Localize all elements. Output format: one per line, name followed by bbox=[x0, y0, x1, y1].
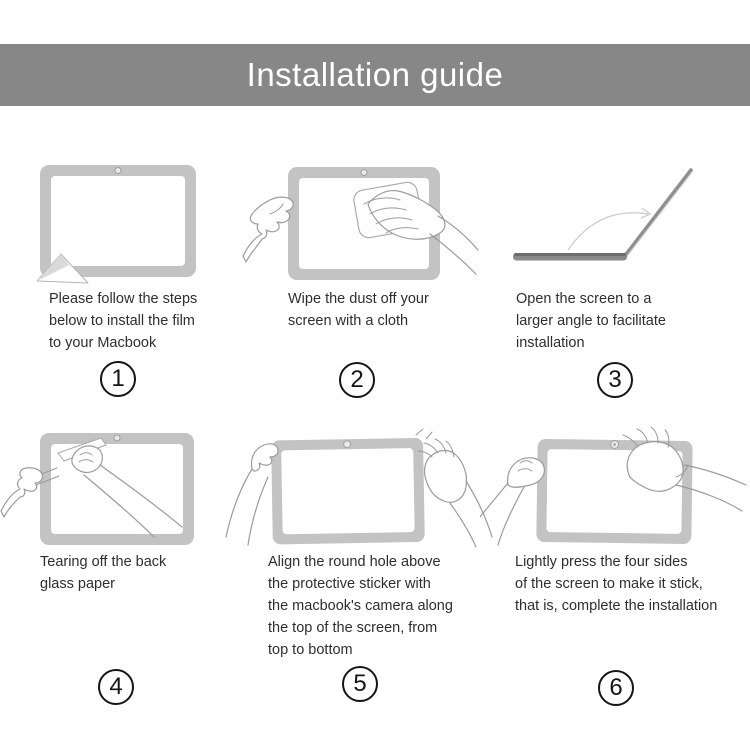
caption-line: Lightly press the four sides bbox=[515, 554, 688, 570]
step-5-caption bbox=[268, 551, 453, 661]
caption-line: Tearing off the back bbox=[40, 554, 167, 570]
header-banner bbox=[0, 44, 750, 106]
caption-line: the protective sticker with bbox=[268, 576, 431, 592]
laptop-screen bbox=[624, 170, 693, 257]
camera-icon bbox=[361, 170, 367, 176]
step-1-illustration bbox=[20, 158, 235, 293]
step-3-number-badge: 3 bbox=[597, 362, 633, 398]
caption-line: installation bbox=[516, 335, 585, 351]
caption-line: below to install the film bbox=[49, 313, 195, 329]
laptop-base bbox=[513, 253, 627, 261]
camera-icon bbox=[344, 441, 351, 448]
step-2-illustration bbox=[240, 158, 495, 293]
caption-line: the top of the screen, from bbox=[268, 620, 438, 636]
page-title: Installation guide bbox=[246, 56, 504, 93]
caption-line: Wipe the dust off your bbox=[288, 291, 429, 307]
caption-line: the macbook's camera along bbox=[268, 598, 453, 614]
caption-line: glass paper bbox=[40, 576, 115, 592]
camera-icon bbox=[114, 435, 120, 441]
open-arrow-icon bbox=[568, 208, 650, 250]
left-gripping-hand-icon bbox=[480, 458, 544, 545]
step-5-illustration bbox=[220, 425, 500, 560]
step-2-caption bbox=[288, 288, 429, 332]
step-2-number-badge: 2 bbox=[339, 362, 375, 398]
caption-line: larger angle to facilitate bbox=[516, 313, 666, 329]
step-6-illustration bbox=[480, 425, 750, 560]
holding-hand-icon bbox=[243, 197, 293, 262]
screen-frame bbox=[271, 438, 425, 545]
motion-tick-icon bbox=[416, 429, 423, 435]
step-3-caption bbox=[516, 288, 666, 354]
caption-line: top to bottom bbox=[268, 642, 353, 658]
caption-line: screen with a cloth bbox=[288, 313, 409, 329]
caption-line: Please follow the steps bbox=[49, 291, 198, 307]
caption-line: of the screen to make it stick, bbox=[515, 576, 703, 592]
caption-line: to your Macbook bbox=[49, 335, 157, 351]
caption-line: Open the screen to a bbox=[516, 291, 652, 307]
step-1-number-badge: 1 bbox=[100, 361, 136, 397]
screen-frame bbox=[40, 433, 194, 545]
left-pinching-hand-icon bbox=[226, 444, 278, 545]
caption-line: Align the round hole above bbox=[268, 554, 441, 570]
motion-tick-icon bbox=[426, 432, 432, 439]
step-4-illustration bbox=[0, 425, 255, 560]
step-6-number-badge: 6 bbox=[598, 670, 634, 706]
step-4-number-badge: 4 bbox=[98, 669, 134, 705]
step-4-caption bbox=[40, 551, 166, 595]
step-5-number-badge: 5 bbox=[342, 666, 378, 702]
step-3-illustration bbox=[500, 158, 750, 290]
caption-line: that is, complete the installation bbox=[515, 598, 718, 614]
step-1-caption bbox=[49, 288, 197, 354]
camera-icon bbox=[115, 168, 121, 174]
step-6-caption bbox=[515, 551, 717, 617]
